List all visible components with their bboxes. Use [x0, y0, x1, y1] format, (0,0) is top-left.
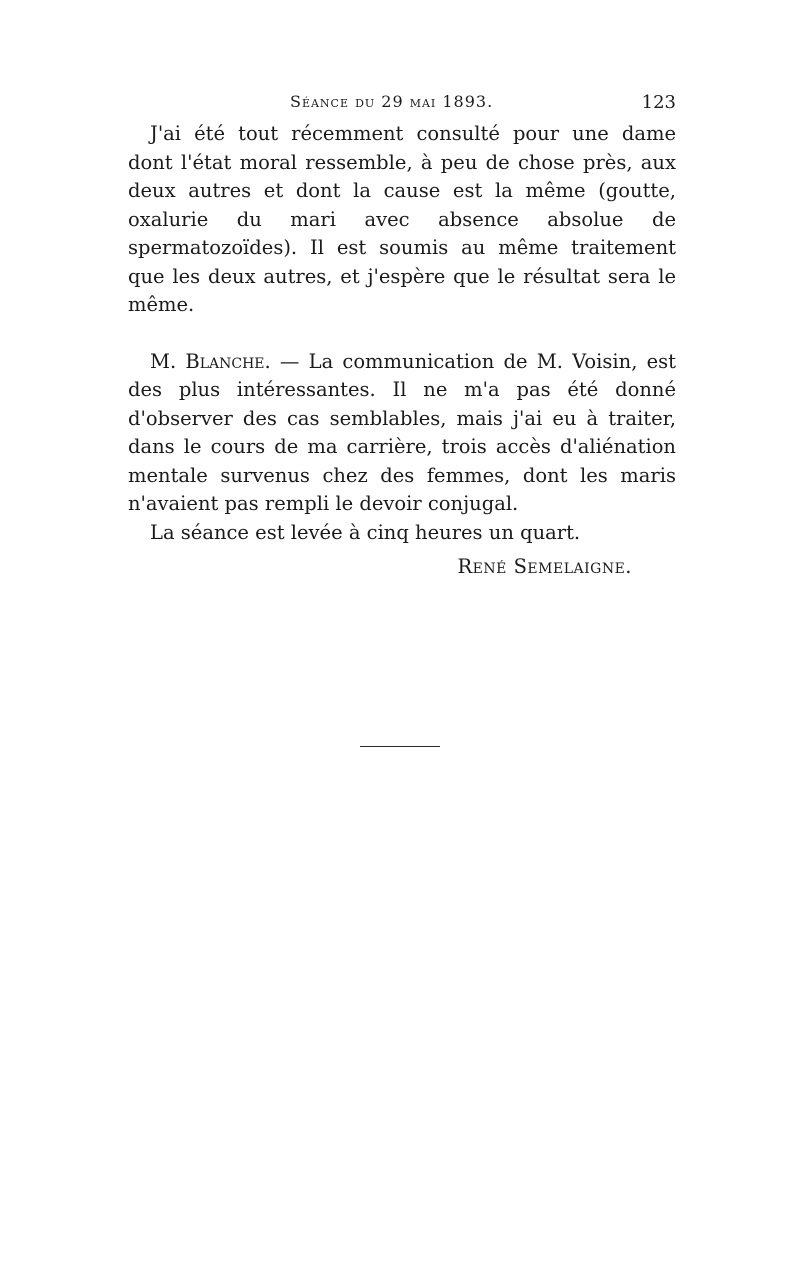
body-text — [128, 120, 676, 582]
paragraph-blanche — [128, 348, 676, 519]
paragraph-blanche-text: — La communication de M. Voisin, est des plus intéressantes. Il ne m'a pas été donné d'observer des cas semblables, mais j'ai eu à traiter, dans le cours de ma carrière, trois accès d'aliénation mentale survenus chez des femmes, dont les maris n'avaient pas rempli le devoir conjugal. — [128, 349, 676, 515]
page-number: 123 — [641, 92, 676, 113]
running-title: Séance du 29 mai 1893. — [290, 92, 494, 111]
signature: René Semelaigne. — [457, 555, 632, 578]
paragraph-closing: La séance est levée à cinq heures un quart. — [150, 520, 581, 544]
paragraph-consultation: J'ai été tout récemment consulté pour une dame dont l'état moral ressemble, à peu de chose près, aux deux autres et dont la cause est la même (goutte, oxalurie du mari avec absence absolue de spermatozoïdes). Il est soumis au même traitement que les deux autres, et j'espère que le résultat sera le même. — [128, 122, 676, 316]
end-rule — [360, 746, 440, 747]
speaker-name: M. Blanche. — [150, 349, 271, 373]
running-head — [128, 92, 676, 116]
